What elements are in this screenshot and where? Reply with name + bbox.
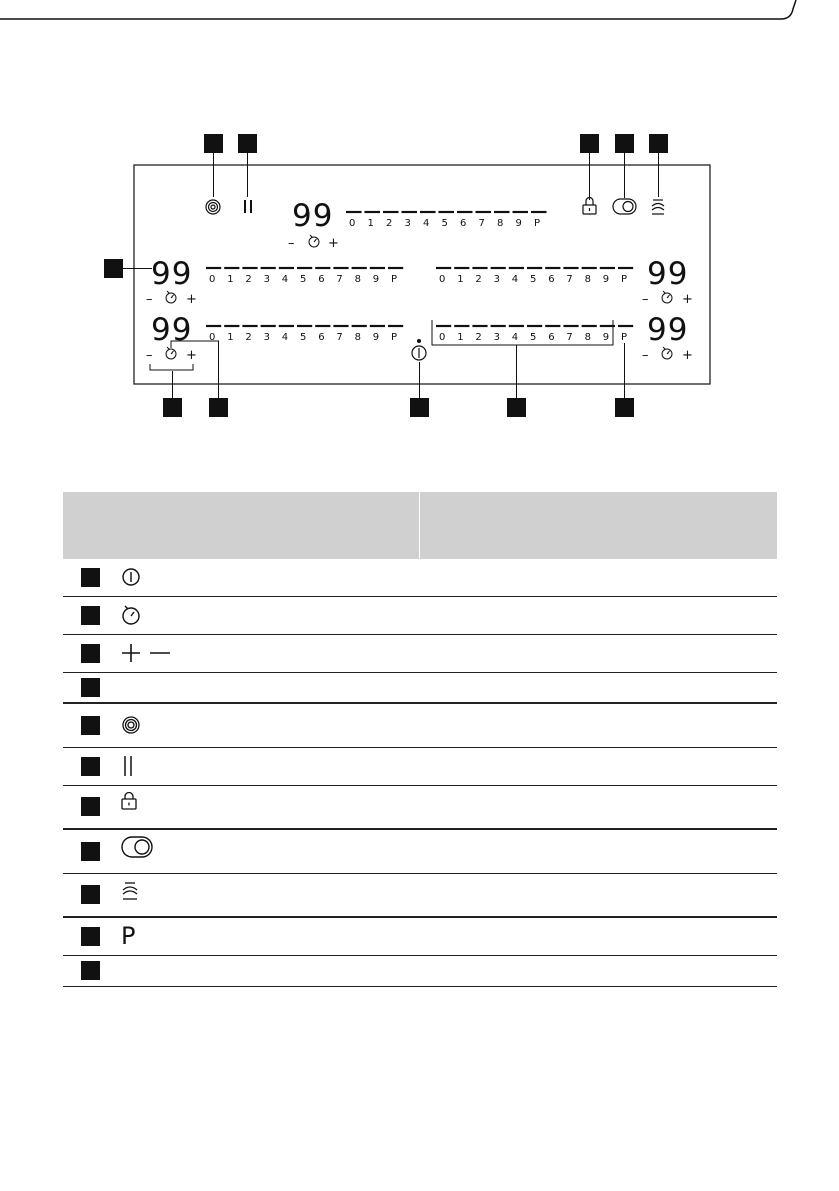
power-level-label: 5 <box>300 274 307 285</box>
timer-minus: – <box>146 292 153 307</box>
power-level-label: 6 <box>460 218 467 229</box>
power-level-label: 6 <box>548 332 555 343</box>
power-level-label: 7 <box>478 218 485 229</box>
control-panel-diagram <box>0 120 839 420</box>
item-number <box>81 716 100 735</box>
legend-header-cell <box>420 492 778 559</box>
callout-marker <box>104 259 123 278</box>
power-scale-left-lower <box>206 326 403 343</box>
callout-marker <box>163 398 182 417</box>
power-scale-center <box>346 212 547 229</box>
bridge-zone-icon <box>121 715 141 735</box>
legend-description <box>420 672 778 703</box>
on-off-icon <box>121 567 141 587</box>
power-level-label: 4 <box>511 274 519 285</box>
item-number <box>81 885 100 904</box>
top-rule <box>0 0 839 40</box>
on-off-icon <box>412 346 426 360</box>
item-number <box>81 568 100 587</box>
power-level-label: 6 <box>548 274 555 285</box>
power-level-label: 6 <box>318 332 325 343</box>
item-number <box>81 606 100 625</box>
timer-plus: + <box>682 348 693 363</box>
timer-control-right-upper <box>642 291 693 307</box>
callout-marker <box>615 134 634 153</box>
plus-minus-icon <box>121 643 171 663</box>
power-level-label: 5 <box>530 332 537 343</box>
power-level-label: 3 <box>493 274 500 285</box>
power-level-label: 7 <box>336 274 343 285</box>
legend-description <box>420 634 778 672</box>
power-level-label: 3 <box>404 218 411 229</box>
timer-icon <box>166 347 176 359</box>
item-number <box>81 961 100 980</box>
power-level-label: 0 <box>439 274 446 285</box>
power-level-label: 9 <box>372 274 380 285</box>
left-lower-display: 99 <box>151 312 193 348</box>
callout-marker <box>580 134 599 153</box>
timer-minus: – <box>288 236 295 251</box>
power-level-label: 4 <box>281 274 289 285</box>
legend-description <box>420 873 778 917</box>
power-scale-left-upper <box>206 268 403 285</box>
timer-icon <box>121 604 141 626</box>
legend-description <box>420 703 778 747</box>
power-scale-right-upper <box>436 268 633 285</box>
power-level-label: 7 <box>566 332 573 343</box>
power-level-label: P <box>391 332 398 343</box>
timer-icon <box>662 347 672 359</box>
callout-marker <box>238 134 257 153</box>
pause-icon <box>121 755 135 777</box>
power-level-label: 5 <box>530 274 537 285</box>
timer-bracket <box>150 364 193 370</box>
power-level-label: 4 <box>511 332 519 343</box>
item-number <box>81 678 100 697</box>
power-level-label: 3 <box>263 332 270 343</box>
power-level-label: 9 <box>515 218 522 229</box>
legend-row <box>63 747 777 785</box>
timer-control-left-lower <box>146 347 197 363</box>
legend-description <box>420 785 778 829</box>
power-level-label: 4 <box>423 218 430 229</box>
power-level-label: 2 <box>386 218 393 229</box>
power-level-label: 7 <box>336 332 343 343</box>
callout-bottom-group <box>163 341 634 417</box>
power-level-label: 1 <box>457 332 464 343</box>
power-level-label: 8 <box>354 332 361 343</box>
legend-row <box>63 596 777 634</box>
power-level-label: 1 <box>227 332 234 343</box>
power-level-label: 9 <box>372 332 380 343</box>
power-level-label: 2 <box>245 274 252 285</box>
toggle-icon <box>121 836 153 858</box>
callout-marker <box>649 134 668 153</box>
legend-row <box>63 955 777 986</box>
timer-plus: + <box>186 292 197 307</box>
power-level-label: 1 <box>227 274 234 285</box>
right-lower-display: 99 <box>647 312 689 348</box>
legend-row <box>63 559 777 596</box>
item-number <box>81 757 100 776</box>
power-level-label: 2 <box>475 274 482 285</box>
power-scale-right-lower <box>436 326 633 343</box>
power-level-label: 1 <box>367 218 374 229</box>
timer-icon <box>309 235 319 247</box>
power-level-label: 8 <box>584 274 591 285</box>
hob2hood-icon <box>121 881 139 901</box>
timer-plus: + <box>328 236 339 251</box>
legend-description <box>420 829 778 873</box>
timer-control-left-upper <box>146 291 197 307</box>
power-level-label: 8 <box>497 218 504 229</box>
legend-row <box>63 785 777 829</box>
legend-row <box>63 634 777 672</box>
power-level-label: 5 <box>300 332 307 343</box>
center-display: 99 <box>292 198 334 234</box>
legend-table <box>63 492 777 987</box>
lock-icon <box>121 792 137 810</box>
callout-marker <box>615 398 634 417</box>
item-number <box>81 927 100 946</box>
power-level-label: 2 <box>245 332 252 343</box>
power-level-label: 8 <box>354 274 361 285</box>
timer-control-center <box>288 235 339 251</box>
legend-row <box>63 917 777 955</box>
item-number <box>81 644 100 663</box>
legend-description <box>420 955 778 986</box>
legend-description <box>420 917 778 955</box>
power-level-label: 9 <box>602 274 610 285</box>
power-level-label: P <box>391 274 398 285</box>
timer-minus: – <box>146 348 153 363</box>
callout-marker <box>209 398 228 417</box>
legend-row <box>63 829 777 873</box>
power-level-label: 6 <box>318 274 325 285</box>
power-level-label: 1 <box>457 274 464 285</box>
indicator-dot <box>417 339 421 343</box>
power-level-label: P <box>621 332 628 343</box>
left-upper-display: 99 <box>151 256 193 292</box>
power-level-label: 4 <box>281 332 289 343</box>
power-level-label: P <box>534 218 541 229</box>
timer-minus: – <box>642 292 649 307</box>
callout-marker <box>507 398 526 417</box>
legend-description <box>420 596 778 634</box>
toggle-icon <box>613 199 636 214</box>
legend-row <box>63 672 777 703</box>
legend-description <box>420 747 778 785</box>
right-upper-display: 99 <box>647 256 689 292</box>
hob2hood-icon <box>652 200 664 214</box>
bridge-zone-icon <box>206 200 220 214</box>
power-level-label: 3 <box>263 274 270 285</box>
power-level-label: 0 <box>439 332 446 343</box>
item-number <box>81 842 100 861</box>
legend-row <box>63 873 777 917</box>
power-level-label: 2 <box>475 332 482 343</box>
legend-description <box>420 559 778 596</box>
power-level-label: 0 <box>209 274 216 285</box>
power-level-label: 7 <box>566 274 573 285</box>
item-number <box>81 797 100 816</box>
pause-icon <box>245 200 251 213</box>
power-level-label: 0 <box>349 218 356 229</box>
power-level-label: 0 <box>209 332 216 343</box>
power-level-label: 5 <box>441 218 448 229</box>
power-level-label: 8 <box>584 332 591 343</box>
legend-row <box>63 703 777 747</box>
timer-control-right-lower <box>642 347 693 363</box>
power-level-label: 3 <box>493 332 500 343</box>
timer-plus: + <box>186 348 197 363</box>
timer-plus: + <box>682 292 693 307</box>
timer-icon <box>662 291 672 303</box>
timer-icon <box>166 291 176 303</box>
callout-marker <box>410 398 429 417</box>
legend-header-cell <box>63 492 420 559</box>
power-level-label: P <box>621 274 628 285</box>
callout-top-group <box>204 134 668 200</box>
timer-minus: – <box>642 348 649 363</box>
callout-marker <box>204 134 223 153</box>
legend-header <box>63 492 777 559</box>
power-p-icon: P <box>121 922 136 951</box>
power-level-label: 9 <box>602 332 610 343</box>
